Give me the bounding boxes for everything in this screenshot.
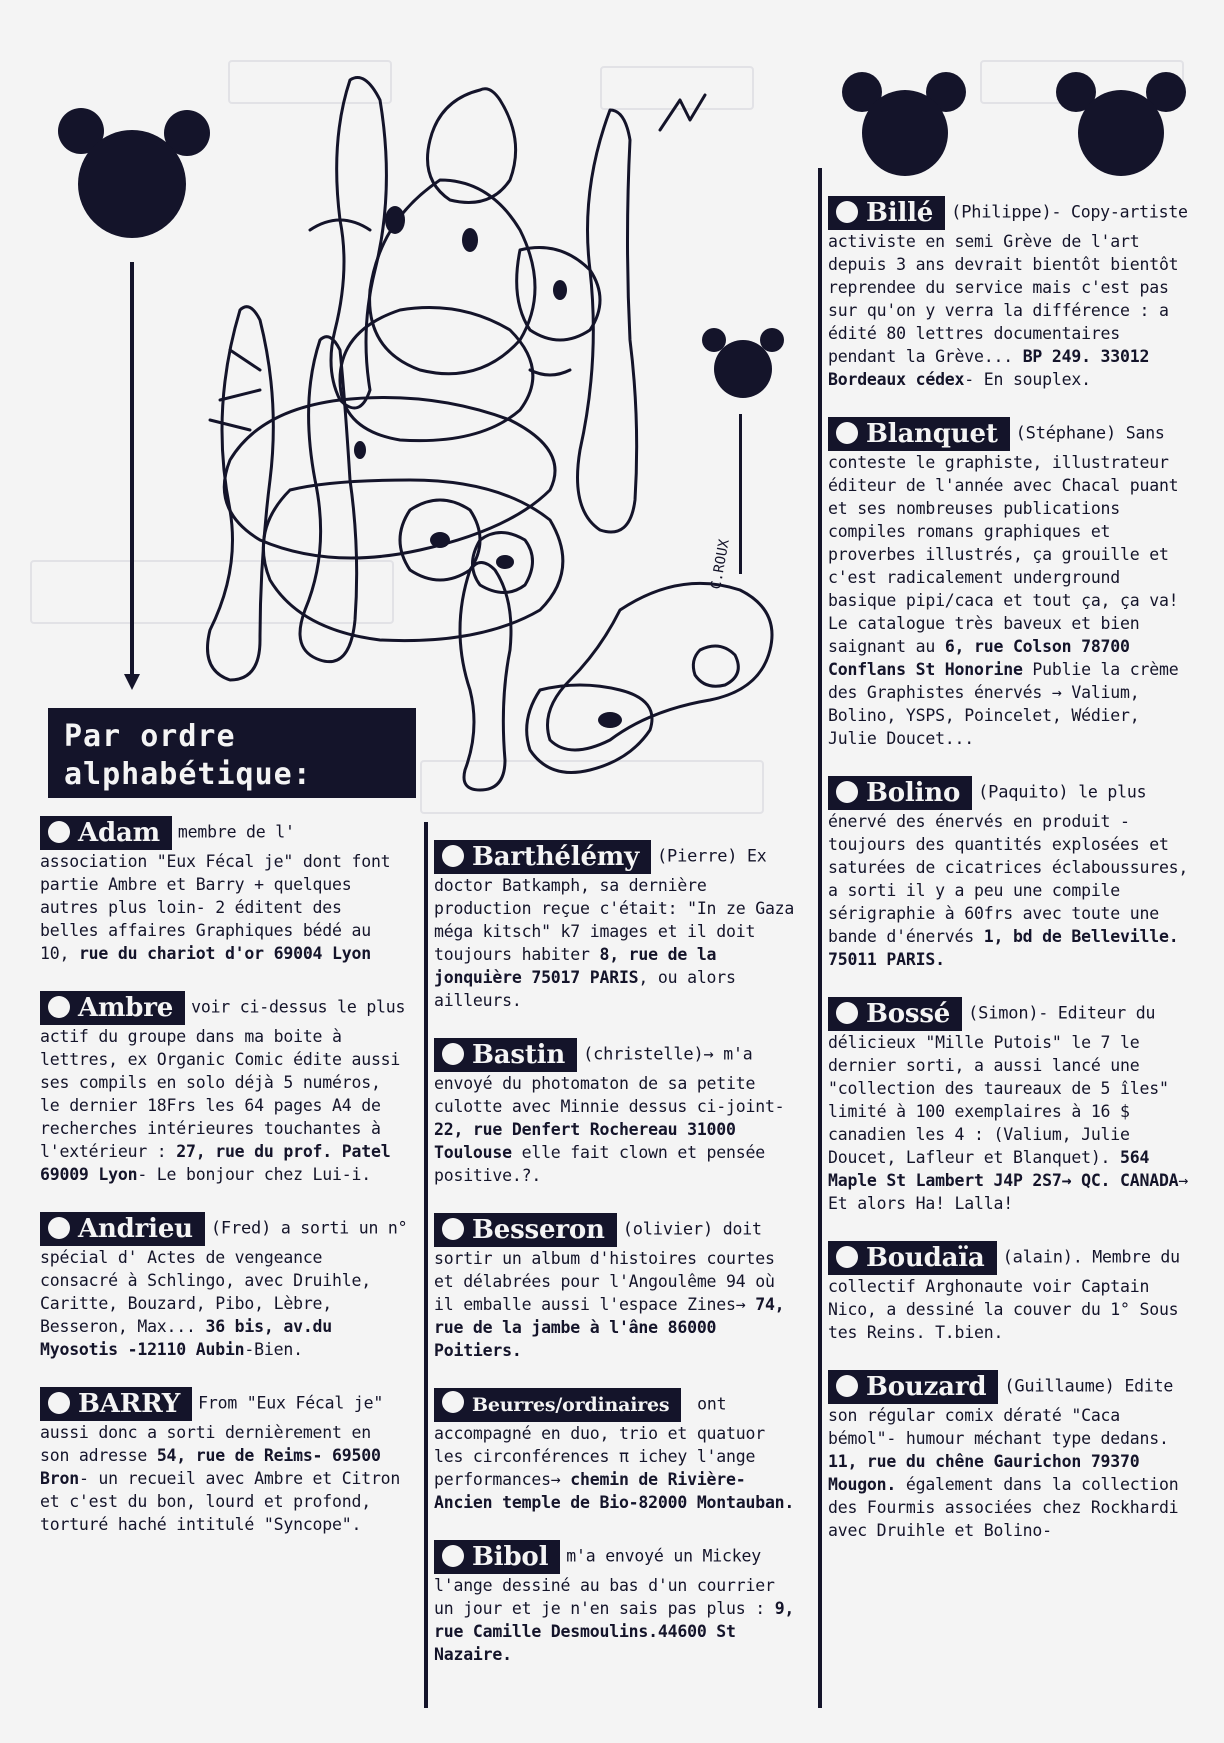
entry-text: ont accompagné en duo, trio et quatuor les circonférences π ichey l'ange performances→: [434, 1394, 765, 1489]
entry-tail: - En souplex.: [964, 370, 1091, 389]
entry-bolino: [828, 776, 1192, 971]
entry-name-tag: [828, 776, 972, 810]
bullet-icon: [836, 1246, 858, 1268]
bullet-icon: [48, 1217, 70, 1239]
entry-name: Beurres/ordinaires: [472, 1394, 670, 1416]
arrow-shaft: [130, 262, 134, 674]
entry-boudaia: [828, 1241, 1192, 1344]
entry-tail: Publie la crème des Graphistes énervés → Valium, Bolino, YSPS, Poincelet, Wédier, Julie Doucet...: [828, 660, 1179, 748]
column-rule: [424, 822, 428, 1708]
entry-bosse: [828, 997, 1192, 1215]
bullet-icon: [442, 1218, 464, 1240]
entry-name-tag: [828, 417, 1010, 451]
entry-name: Besseron: [472, 1215, 605, 1245]
bullet-icon: [836, 422, 858, 444]
entry-text: le plus énervé des énervés en produit -toujours des quantités explosées et saturées de cicatrices éclaboussures, a sorti il y a peu une compile sérigraphie à 60frs avec toute une bande d'énervés: [828, 782, 1189, 946]
bullet-icon: [442, 1391, 464, 1413]
entry-subname: (Guillaume): [1004, 1376, 1115, 1397]
entry-name: Adam: [78, 818, 160, 848]
entry-address: 27, rue du prof. Patel 69009 Lyon: [40, 1142, 391, 1184]
entry-text: m'a envoyé du photomaton de sa petite culotte avec Minnie dessus ci-joint-: [434, 1044, 785, 1116]
bullet-icon: [48, 996, 70, 1018]
entry-name-tag: [40, 816, 172, 850]
entry-address: 36 bis, av.du Myosotis -12110 Aubin: [40, 1317, 333, 1359]
entry-name: Bouzard: [866, 1372, 987, 1402]
banner-line-2: alphabétique:: [64, 757, 312, 792]
bullet-icon: [836, 1002, 858, 1024]
entry-text: doit sortir un album d'histoires courtes et délabrées pour l'Angoulême 94 où il emballe aussi l'espace Zines→: [434, 1219, 775, 1314]
entry-beurres-ordinaires: [434, 1388, 798, 1514]
entry-text: Sans conteste le graphiste, illustrateur éditeur de l'année avec Chacal puant et ses nombreuses publications compiles romans graphiques et proverbes illustrés, ça grouille et c'est radicalement underground basique pipi/caca et tout ça, ça va! Le catalogue très baveux et bien saignant au: [828, 423, 1179, 656]
entry-text: a sorti un n° spécial d' Actes de vengeance consacré à Schlingo, avec Druihle, Caritte, Bouzard, Pibo, Lèbre, Besseron, Max...: [40, 1218, 408, 1336]
entry-name-tag: [828, 1241, 997, 1275]
entry-text: From "Eux Fécal je" aussi donc a sorti dernièrement en son adresse: [40, 1393, 384, 1465]
bullet-icon: [836, 781, 858, 803]
entry-besseron: [434, 1213, 798, 1362]
entry-name-tag: [828, 997, 962, 1031]
entry-address: 54, rue de Reims- 69500 Bron: [40, 1446, 381, 1488]
entry-name-tag: [434, 840, 651, 874]
entry-name: Blanquet: [866, 419, 998, 449]
bullet-icon: [442, 1043, 464, 1065]
entry-name: Bastin: [472, 1040, 566, 1070]
entry-text: m'a envoyé un Mickey l'ange dessiné au bas d'un courrier un jour et je n'en sais pas plus :: [434, 1546, 775, 1618]
column-rule: [818, 168, 822, 1708]
entry-text: . Membre du collectif Arghonaute voir Captain Nico, a dessiné la couver du 1° Sous tes Reins. T.bien.: [828, 1247, 1180, 1342]
entry-ambre: [40, 991, 408, 1186]
entry-tail: elle fait clown et pensée positive.?.: [434, 1143, 765, 1185]
entry-name: Barthélémy: [472, 842, 640, 872]
entry-bille: [828, 196, 1192, 391]
entry-subname: (Philippe): [951, 202, 1052, 223]
bullet-icon: [442, 1545, 464, 1567]
entry-name: Bossé: [866, 999, 951, 1029]
entry-bibol: [434, 1540, 798, 1666]
entry-address: 8, rue de la jonquière 75017 PARIS: [434, 945, 717, 987]
entry-address: rue du chariot d'or 69004 Lyon: [78, 944, 371, 963]
section-banner: [48, 708, 416, 798]
entry-text: Ex doctor Batkamph, sa dernière production reçue c'était: "In ze Gaza méga kitsch" k7 images et il doit toujours habiter: [434, 846, 795, 964]
entry-text: Edite son régular comix dératé "Caca bémol"- humour méchant type dedans.: [828, 1376, 1174, 1448]
entry-bouzard: [828, 1370, 1192, 1542]
entry-name: Bolino: [866, 778, 961, 808]
mickey-head-icon: [1056, 72, 1186, 178]
entry-name: BARRY: [78, 1389, 181, 1419]
arrow-down-icon: [124, 674, 140, 690]
entry-subname: (Pierre): [657, 846, 738, 867]
entry-tail: , ou alors ailleurs.: [434, 968, 736, 1010]
bullet-icon: [836, 1375, 858, 1397]
entry-address: 74, rue de la jambe à l'âne 86000 Poitiers.: [434, 1295, 785, 1360]
entry-address: chemin de Rivière- Ancien temple de Bio-82000 Montauban.: [434, 1470, 795, 1512]
entry-subname: (Simon): [968, 1003, 1039, 1024]
entry-blanquet: [828, 417, 1192, 750]
entry-tail: → Et alors Ha! Lalla!: [828, 1171, 1189, 1213]
entry-tail: -Bien.: [244, 1340, 303, 1359]
ink-illustration: [140, 70, 800, 810]
entry-name-tag: [828, 196, 945, 230]
entry-text: voir ci-dessus le plus actif du groupe dans ma boite à lettres, ex Organic Comic édite aussi ses compils en solo déjà 5 numéros, le dernier 18Frs les 64 pages A4 de recherches intérieures touchantes à l'extérieur :: [40, 997, 406, 1161]
entry-name: Billé: [866, 198, 934, 228]
banner-line-1: Par ordre: [64, 719, 236, 754]
entry-bastin: [434, 1038, 798, 1187]
bullet-icon: [442, 845, 464, 867]
entry-name: Andrieu: [78, 1214, 193, 1244]
entry-andrieu: [40, 1212, 408, 1361]
entry-tail: - Le bonjour chez Lui-i.: [137, 1165, 371, 1184]
column-right: [828, 196, 1192, 1568]
mickey-head-icon: [842, 72, 966, 178]
column-left: [40, 816, 408, 1562]
entry-name-tag: [434, 1213, 617, 1247]
entry-name-tag: [40, 1387, 192, 1421]
entry-text: membre de l' association "Eux Fécal je" dont font partie Ambre et Barry + quelques autres plus loin- 2 éditent des belles affaires Graphiques bédé au 10,: [40, 822, 391, 963]
entry-address: 9, rue Camille Desmoulins.44600 St Nazaire.: [434, 1599, 795, 1664]
entry-address: 11, rue du chêne Gaurichon 79370 Mougon.: [828, 1452, 1140, 1494]
entry-subname: (olivier): [622, 1219, 714, 1240]
entry-name: Boudaïa: [866, 1243, 985, 1273]
entry-text: - Editeur du délicieux "Mille Putois" le 7 le dernier sorti, a aussi lancé une "collection des taureaux de 5 îles" limité à 100 exemplaires à 16 $ canadien les 4 : (Valium, Julie Doucet, Lafleur et Blanquet).: [828, 1003, 1169, 1167]
entry-text: - Copy-artiste activiste en semi Grève de l'art depuis 3 ans devrait bientôt bientôt reprendee du service mais c'est pas sur qu'on y verra la différence : a édité 80 lettres documentaires pendant la Grève...: [828, 202, 1188, 366]
entry-name: Bibol: [472, 1542, 549, 1572]
entry-address: 564 Maple St Lambert J4P 2S7→ QC. CANADA: [828, 1148, 1179, 1190]
entry-subname: (Paquito): [978, 782, 1069, 803]
entry-name-tag: [828, 1370, 998, 1404]
entry-name: Ambre: [78, 993, 174, 1023]
entry-tail: - un recueil avec Ambre et Citron et c'est du bon, lourd et profond, torturé haché intitulé "Syncope".: [40, 1469, 401, 1534]
entry-tail: également dans la collection des Fourmis associées chez Rockhardi avec Druihle et Bolino-: [828, 1475, 1179, 1540]
entry-barry: [40, 1387, 408, 1536]
entry-name-tag: [434, 1038, 577, 1072]
entry-address: 22, rue Denfert Rochereau 31000 Toulouse: [434, 1120, 736, 1162]
bullet-icon: [836, 201, 858, 223]
bullet-icon: [48, 821, 70, 843]
entry-name-tag: [434, 1388, 681, 1422]
artist-signature: C.ROUX: [708, 538, 733, 591]
column-middle: [434, 840, 798, 1692]
entry-address: 1, bd de Belleville. 75011 PARIS.: [828, 927, 1179, 969]
entry-barthelemy: [434, 840, 798, 1012]
entry-name-tag: [40, 1212, 205, 1246]
entry-address: BP 249. 33012 Bordeaux cédex: [828, 347, 1150, 389]
entry-adam: [40, 816, 408, 965]
entry-subname: (alain): [1002, 1247, 1073, 1268]
entry-subname: (Stéphane): [1015, 423, 1116, 444]
entry-name-tag: [434, 1540, 560, 1574]
entry-address: 6, rue Colson 78700 Conflans St Honorine: [828, 637, 1130, 679]
entry-name-tag: [40, 991, 185, 1025]
bullet-icon: [48, 1392, 70, 1414]
entry-subname: (Fred): [210, 1218, 272, 1239]
entry-subname: (christelle)→: [583, 1044, 714, 1065]
